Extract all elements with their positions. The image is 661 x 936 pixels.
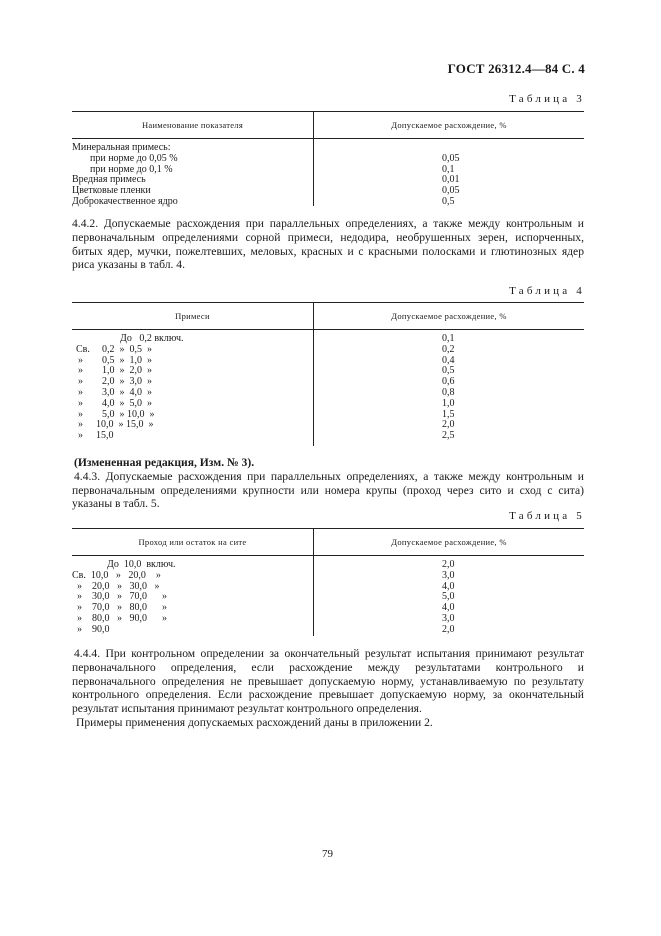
amendment-note: (Измененная редакция, Изм. № 3). <box>74 456 255 469</box>
table-row: » 10,0 » 15,0 » 2,0 <box>78 419 455 431</box>
table-row: Св. 0,2 » 0,5 » 0,2 <box>76 343 455 355</box>
page-number: 79 <box>322 848 333 860</box>
table-row: » 0,5 » 1,0 » 0,4 <box>78 354 455 366</box>
table-row: » 80,0 » 90,0 » 3,0 <box>72 612 455 624</box>
table3 <box>72 111 584 208</box>
table-row: » 90,0 2,0 <box>72 623 455 635</box>
paragraph-4-4-3: (Измененная редакция, Изм. № 3). 4.4.3. Допускаемые расхождения при параллельных определениях, а также между контрольным и первоначальным определениями крупности или номера крупы (проход через сито и сход с сита) указаны в табл. 5. <box>72 456 584 511</box>
table-row: при норме до 0,1 % 0,1 <box>90 163 455 175</box>
table4-col2-header: Допускаемое расхождение, % <box>391 311 507 321</box>
table-row: Минеральная примесь: <box>72 142 171 153</box>
table-row: » 2,0 » 3,0 » 0,6 <box>78 376 455 388</box>
table-row: Цветковые пленки 0,05 <box>72 185 460 197</box>
table3-caption: Таблица 3 <box>509 93 585 105</box>
table-row: Св. 10,0 » 20,0 » 3,0 <box>72 569 455 581</box>
paragraph-4-4-2: 4.4.2. Допускаемые расхождения при параллельных определениях, а также между контрольным и первоначальным определениями сорной примеси, недодира, необрушенных зерен, испорченных, битых ядер, мучки, пожелтевших, меловых, красных и с красными полосками и глютинозных ядер риса указаны в табл. 4. <box>72 217 584 272</box>
paragraph-4-4-4: 4.4.4. При контрольном определении за окончательный результат испытания принимают результат первоначального определения, если расхождение между результатами контрольного и первоначального определения не превышает допускаемую норму, устанавливаемую по результату контрольного определения. Если расхождение превышает допускаемую норму, за окончательный результат испытания принимают результат контрольного определения. <box>72 647 584 716</box>
table-row: » 15,0 2,5 <box>78 430 455 442</box>
table-row: » 5,0 » 10,0 » 1,5 <box>78 408 455 420</box>
table3-col2-header: Допускаемое расхождение, % <box>391 120 507 130</box>
table5-col1-header: Проход или остаток на сите <box>138 537 247 547</box>
table-row: » 4,0 » 5,0 » 1,0 <box>78 397 455 409</box>
table-row: » 30,0 » 70,0 » 5,0 <box>72 591 455 603</box>
table4-caption: Таблица 4 <box>509 285 585 297</box>
table4-col1-header: Примеси <box>175 311 210 321</box>
table3-col1-header: Наименование показателя <box>141 120 244 130</box>
table-row: Доброкачественное ядро 0,5 <box>72 195 455 207</box>
table5 <box>72 528 584 636</box>
table-row: Вредная примесь 0,01 <box>72 174 460 186</box>
table-row: До 10,0 включ. 2,0 <box>72 559 455 570</box>
table-row: До 0,2 включ. 0,1 <box>120 333 455 344</box>
table-row: » 1,0 » 2,0 » 0,5 <box>78 365 455 377</box>
paragraph-examples: Примеры применения допускаемых расхождений даны в приложении 2. <box>76 716 433 729</box>
table-row: » 20,0 » 30,0 » 4,0 <box>72 580 455 592</box>
document-header: ГОСТ 26312.4—84 С. 4 <box>447 61 585 76</box>
table-row: при норме до 0,05 % 0,05 <box>90 152 460 164</box>
table5-caption: Таблица 5 <box>509 510 585 522</box>
table-row: » 3,0 » 4,0 » 0,8 <box>78 386 455 398</box>
table-row: » 70,0 » 80,0 » 4,0 <box>72 602 455 614</box>
table4 <box>72 302 584 442</box>
table5-col2-header: Допускаемое расхождение, % <box>391 537 507 547</box>
